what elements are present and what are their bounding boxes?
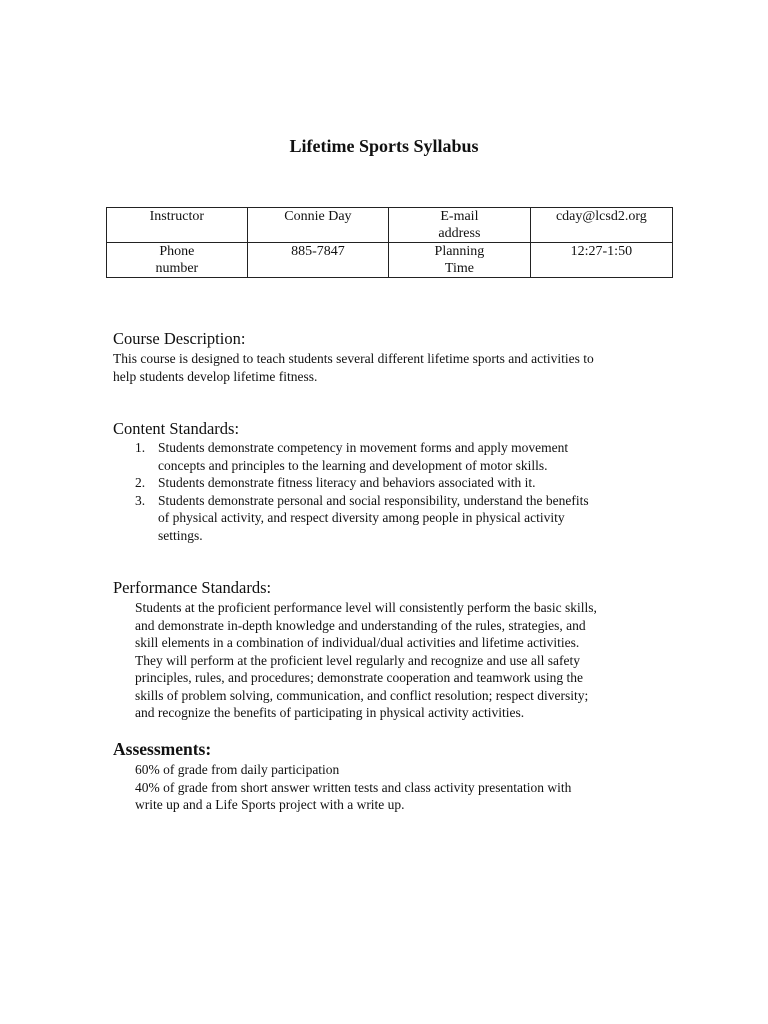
- list-item: [113, 474, 653, 492]
- planning-label-line2: Time: [444, 261, 474, 276]
- content-standards-list: [113, 439, 653, 544]
- performance-standards-line: skill elements in a combination of individual/dual activities and lifetime activities.: [135, 635, 580, 650]
- phone-label-line2: number: [155, 261, 199, 276]
- list-item-line: Students demonstrate competency in movement forms and apply movement: [158, 440, 569, 455]
- planning-value-cell: [530, 243, 672, 278]
- list-item-line: Students demonstrate personal and social responsibility, understand the benefits: [158, 492, 589, 508]
- instructor-label: Instructor: [149, 209, 205, 224]
- table-row: [107, 208, 673, 243]
- list-item: [113, 492, 653, 545]
- assessments-text: [135, 761, 665, 814]
- performance-standards-line: Students at the proficient performance level will consistently perform the basic skills,: [135, 600, 597, 615]
- list-item: [113, 439, 653, 474]
- email-label-line1: E-mail: [440, 209, 479, 224]
- email-label-line2: address: [438, 226, 481, 241]
- planning-time-value: 12:27-1:50: [570, 244, 633, 259]
- list-item-line: Students demonstrate fitness literacy and behaviors associated with it.: [158, 475, 536, 490]
- performance-standards-line: and recognize the benefits of participating in physical activity activities.: [135, 705, 525, 720]
- performance-standards-line: They will perform at the proficient level regularly and recognize and use all safety: [135, 652, 580, 668]
- email-value: cday@lcsd2.org: [555, 209, 647, 224]
- course-description-line: help students develop lifetime fitness.: [113, 368, 318, 384]
- phone-label-cell: [107, 243, 248, 278]
- assessments-line: 40% of grade from short answer written tests and class activity presentation with: [135, 779, 572, 795]
- performance-standards-heading: Performance Standards:: [113, 578, 272, 597]
- table-row: [107, 243, 673, 278]
- email-label-cell: [389, 208, 531, 243]
- performance-standards-line: and demonstrate in-depth knowledge and understanding of the rules, strategies, and: [135, 617, 586, 633]
- email-value-cell: [530, 208, 672, 243]
- list-item-number: 1.: [135, 440, 146, 455]
- list-item-number: 2.: [135, 475, 146, 490]
- course-description-line: This course is designed to teach students several different lifetime sports and activities to: [113, 351, 594, 366]
- list-item-line: settings.: [158, 527, 203, 543]
- performance-standards-line: principles, rules, and procedures; demonstrate cooperation and teamwork using the: [135, 670, 583, 685]
- instructor-info-table: [106, 207, 673, 278]
- performance-standards-text: [135, 599, 665, 722]
- assessments-heading: Assessments:: [113, 739, 212, 759]
- phone-value: 885-7847: [291, 244, 345, 259]
- instructor-label-cell: [107, 208, 248, 243]
- planning-label-line1: Planning: [434, 244, 485, 259]
- planning-label-cell: [389, 243, 531, 278]
- phone-label-line1: Phone: [159, 244, 195, 259]
- phone-value-cell: [247, 243, 388, 278]
- list-item-number: 3.: [135, 492, 146, 508]
- instructor-name: Connie Day: [284, 209, 352, 224]
- document-title: Lifetime Sports Syllabus: [289, 136, 479, 156]
- course-description-heading: Course Description:: [113, 329, 246, 348]
- performance-standards-line: skills of problem solving, communication, and conflict resolution; respect diversity;: [135, 687, 589, 703]
- list-item-line: concepts and principles to the learning and development of motor skills.: [158, 457, 548, 473]
- list-item-line: of physical activity, and respect diversity among people in physical activity: [158, 510, 565, 525]
- content-standards-heading: Content Standards:: [113, 419, 240, 438]
- course-description-text: [113, 350, 673, 385]
- assessments-line: write up and a Life Sports project with a write up.: [135, 797, 405, 812]
- assessments-line: 60% of grade from daily participation: [135, 762, 340, 777]
- instructor-value-cell: [247, 208, 388, 243]
